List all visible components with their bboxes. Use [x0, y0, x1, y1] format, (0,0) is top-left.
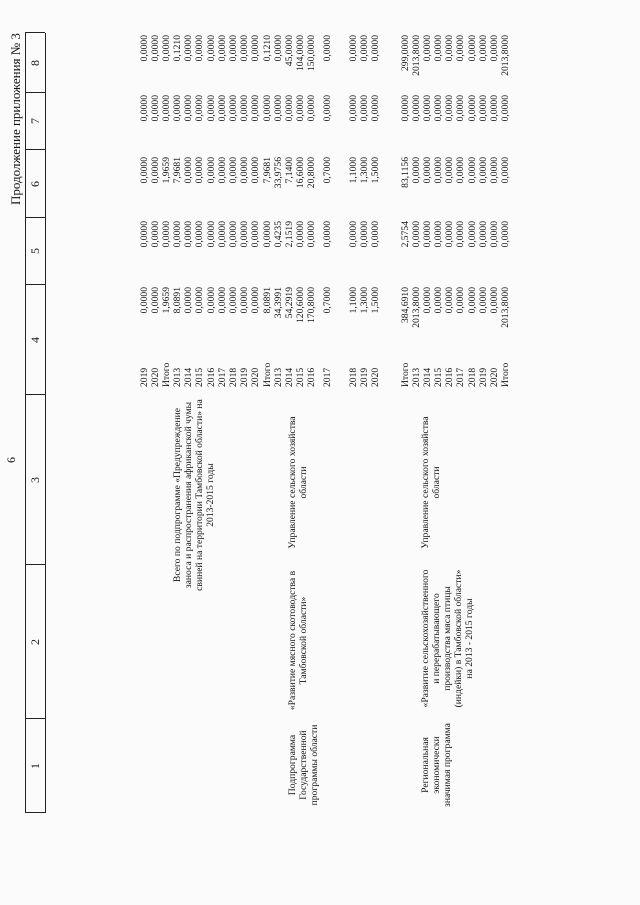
- continuation-caption: Продолжение приложения № 3: [8, 33, 23, 205]
- block2-col7-c: 0,0000 0,0000 0,0000: [348, 95, 382, 122]
- block3-col1: Региональная экономически значимая программа: [420, 723, 454, 807]
- table-top-border: [25, 33, 26, 813]
- block3-col5: 2,5754 0,0000 0,0000 0,0000 0,0000 0,0000 0,0000 0,0000 0,0000 0,0000: [400, 221, 511, 248]
- block3-col6: 83,1156 0,0000 0,0000 0,0000 0,0000 0,0000 0,0000 0,0000 0,0000 0,0000: [400, 157, 511, 188]
- block2-col8-b: 0,0000: [322, 35, 333, 62]
- block2-col4-a: 8,0891 34,3991 54,2919 120,6000 170,8000: [262, 287, 318, 323]
- block2-col5-a: 0,0000 0,4235 2,1519 0,0000 0,0000: [262, 221, 318, 248]
- block2-col3: Управление сельского хозяйства области: [287, 416, 310, 549]
- block2-col5-b: 0,0000: [322, 221, 333, 248]
- block2-col6-a: 7,9681 33,9756 7,1400 16,6000 20,8000: [262, 157, 318, 189]
- block3-col8: 299,0000 2013,8000 0,0000 0,0000 0,0000 0,0000 0,0000 0,0000 0,0000 2013,8000: [400, 35, 511, 76]
- block2-col5-c: 0,0000 0,0000 0,0000: [348, 221, 382, 248]
- block1-col7: 0,0000 0,0000 0,0000 0,0000 0,0000 0,0000 0,0000 0,0000 0,0000 0,0000 0,0000: [139, 95, 261, 122]
- col-divider: [25, 394, 45, 395]
- block2-col8-a: 0,1210 0,0000 45,0000 104,0000 150,0000: [262, 35, 318, 71]
- block2-col7-b: 0,0000: [322, 95, 333, 122]
- col-divider: [25, 284, 45, 285]
- block3-col2: «Развитие сельскохозяйственного и перерабатывающего производства мяса птицы (индейки) в Тамбовской области» на 2013 - 2015 годы: [420, 569, 476, 708]
- block1-col8: 0,0000 0,0000 0,0000 0,1210 0,0000 0,0000 0,0000 0,0000 0,0000 0,0000 0,0000: [139, 35, 261, 62]
- block1-years: 2019 2020 Итого 2013 2014 2015 2016 2017 2018 2019 2020: [139, 362, 261, 387]
- block1-col4: 0,0000 0,0000 1,9659 8,0891 0,0000 0,0000 0,0000 0,0000 0,0000 0,0000 0,0000: [139, 287, 261, 314]
- col-divider: [25, 564, 45, 565]
- column-header-6: 6: [28, 181, 42, 187]
- block2-col2: «Развитие мясного скотоводства в Тамбовской области»: [287, 570, 310, 711]
- column-header-2: 2: [28, 639, 42, 645]
- block3-years: Итого 2013 2014 2015 2016 2017 2018 2019 2020 Итого: [400, 362, 511, 387]
- column-header-7: 7: [28, 118, 42, 124]
- block2-col1: Подпрограмма Государственной программы области: [287, 724, 321, 806]
- block3-col3: Управление сельского хозяйства области: [420, 416, 443, 549]
- block2-years-a: Итого 2013 2014 2015 2016: [262, 362, 318, 387]
- column-header-1: 1: [28, 763, 42, 769]
- block2-col6-b: 0,7000: [322, 157, 333, 184]
- col-divider: [25, 217, 45, 218]
- table-right-border: [25, 32, 45, 33]
- page-number: 6: [4, 457, 18, 463]
- block3-col4: 384,6910 2013,8000 0,0000 0,0000 0,0000 0,0000 0,0000 0,0000 0,0000 2013,8000: [400, 287, 511, 328]
- block2-col6-c: 1,1000 1,3000 1,5000: [348, 157, 382, 184]
- column-header-8: 8: [28, 60, 42, 66]
- column-header-3: 3: [28, 477, 42, 483]
- block2-col8-c: 0,0000 0,0000 0,0000: [348, 35, 382, 62]
- table-left-border: [25, 812, 45, 813]
- block1-name: Всего по подпрограмме «Предупреждение заноса и распространения африканской чумы свиней на территории Тамбовской области» на 2013-2015 годы: [172, 399, 217, 591]
- block2-years-c: 2018 2019 2020: [348, 367, 382, 387]
- block2-col4-b: 0,7000: [322, 287, 333, 314]
- block1-col6: 0,0000 0,0000 1,9659 7,9681 0,0000 0,0000 0,0000 0,0000 0,0000 0,0000 0,0000: [139, 157, 261, 184]
- column-header-5: 5: [28, 248, 42, 254]
- block2-col4-c: 1,1000 1,3000 1,5000: [348, 287, 382, 314]
- block2-years-b: 2017: [322, 367, 333, 387]
- block3-col7: 0,0000 0,0000 0,0000 0,0000 0,0000 0,0000 0,0000 0,0000 0,0000 0,0000: [400, 95, 511, 122]
- col-divider: [25, 92, 45, 93]
- col-divider: [25, 718, 45, 719]
- col-divider: [25, 149, 45, 150]
- block2-col7-a: 0,0000 0,0000 0,0000 0,0000 0,0000: [262, 95, 318, 122]
- header-bottom-border: [45, 33, 46, 813]
- column-header-4: 4: [28, 337, 42, 343]
- block1-col5: 0,0000 0,0000 0,0000 0,0000 0,0000 0,0000 0,0000 0,0000 0,0000 0,0000 0,0000: [139, 221, 261, 248]
